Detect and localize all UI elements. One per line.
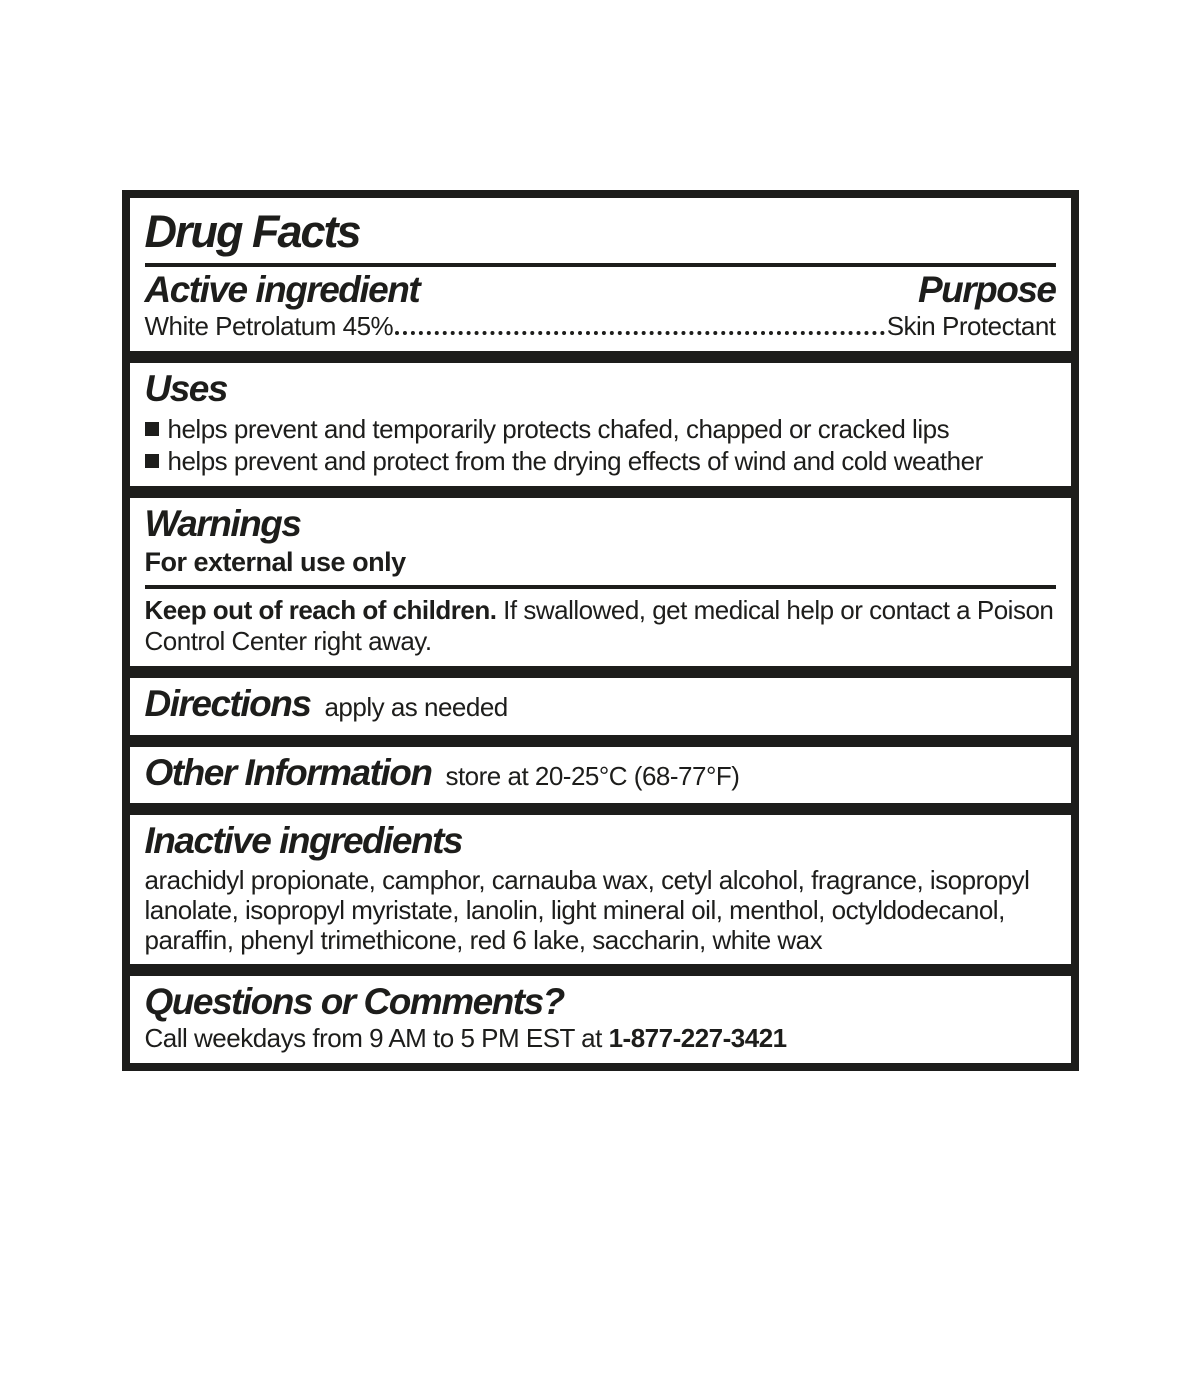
uses-item [145, 445, 1056, 477]
uses-heading: Uses [144, 368, 227, 410]
purpose-heading: Purpose [917, 268, 1056, 310]
section-warnings [130, 486, 1071, 667]
title-divider-rule [145, 263, 1056, 267]
other-information-heading: Other Information [144, 751, 432, 793]
uses-item-text: helps prevent and protect from the drying effects of wind and cold weather [167, 445, 983, 476]
drug-facts-title: Drug Facts [144, 206, 360, 257]
dot-leader [395, 331, 885, 335]
questions-call-text: Call weekdays from 9 AM to 5 PM EST at [144, 1023, 609, 1054]
inactive-ingredients-text: arachidyl propionate, camphor, carnauba wax, cetyl alcohol, fragrance, isopropyl lanolate, isopropyl myristate, lanolin, light mineral oil, menthol, octyldodecanol, paraffin, phenyl trimethicone, red 6 lake, saccharin, white wax [144, 864, 1030, 955]
section-uses [130, 351, 1071, 486]
questions-phone-number: 1-877-227-3421 [608, 1023, 787, 1054]
purpose-value: Skin Protectant [886, 311, 1056, 342]
bullet-square-icon [145, 454, 159, 468]
external-use-text: For external use only [144, 547, 406, 578]
section-questions [130, 964, 1071, 1064]
active-ingredient-heading: Active ingredient [144, 268, 420, 310]
warnings-divider-rule [145, 585, 1056, 589]
uses-list [145, 413, 1056, 477]
other-information-text: store at 20-25°C (68-77°F) [445, 760, 740, 791]
section-inactive-ingredients [130, 803, 1071, 964]
bullet-square-icon [145, 422, 159, 436]
section-directions [130, 666, 1071, 735]
directions-text: apply as needed [324, 692, 508, 723]
keep-out-rest-text: If swallowed, get medical help or contact a Poison Control Center right away. [144, 595, 1054, 657]
keep-out-bold-text: Keep out of reach of children. [144, 595, 497, 626]
keep-out-paragraph [145, 595, 1056, 657]
section-active-ingredient [130, 198, 1071, 351]
questions-text [145, 1023, 1056, 1054]
questions-heading: Questions or Comments? [144, 980, 564, 1022]
active-ingredient-name: White Petrolatum 45% [144, 311, 394, 342]
section-other-information [130, 735, 1071, 804]
warnings-heading: Warnings [144, 502, 301, 544]
directions-heading: Directions [144, 683, 311, 725]
uses-item [145, 413, 1056, 445]
uses-item-text: helps prevent and temporarily protects chafed, chapped or cracked lips [167, 413, 950, 444]
drug-facts-label [122, 190, 1079, 1071]
inactive-ingredients-heading: Inactive ingredients [144, 820, 462, 862]
